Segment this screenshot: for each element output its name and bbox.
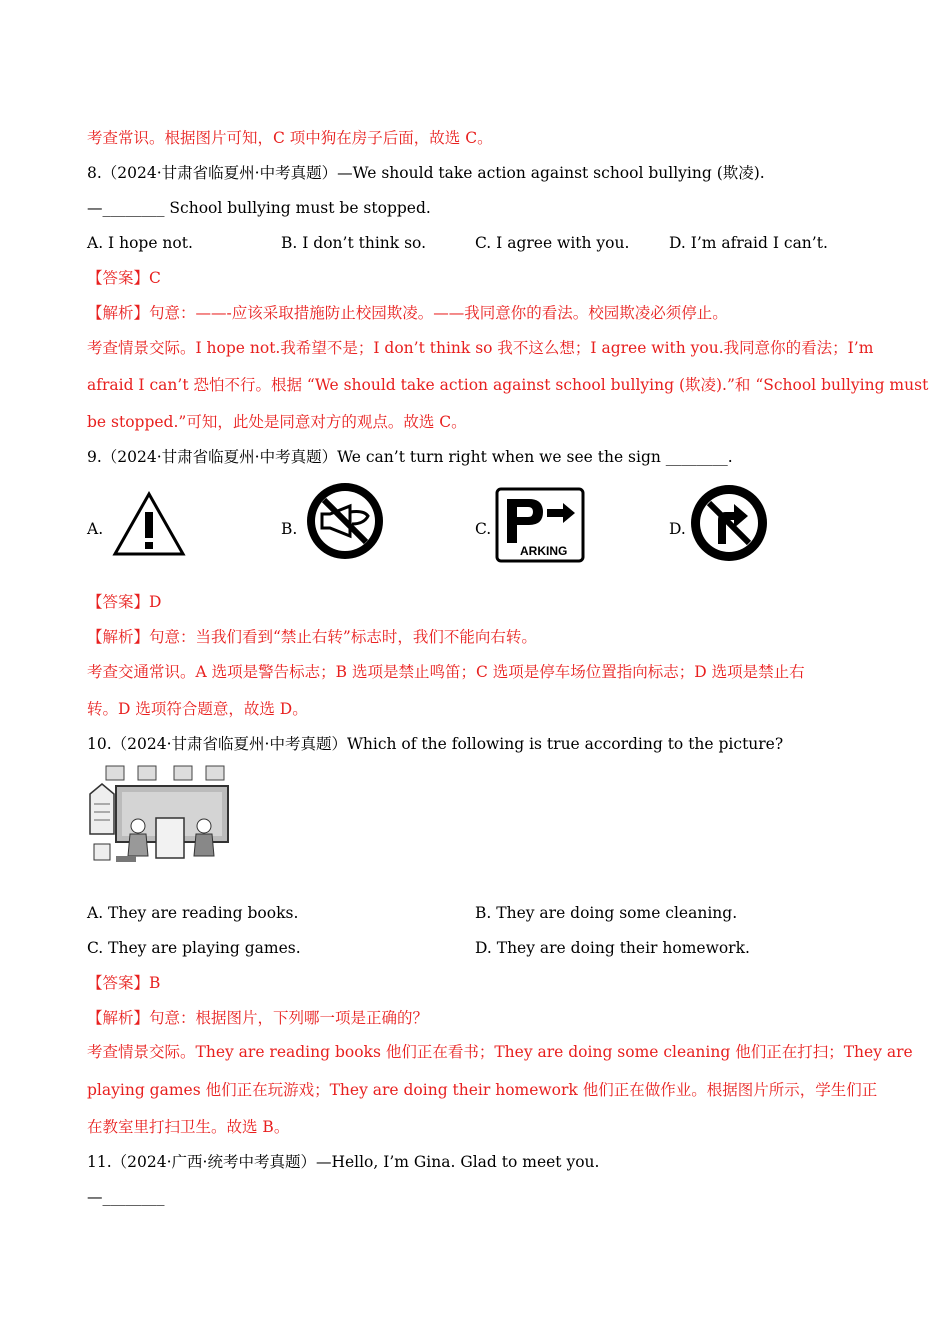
question-9-stem: 9.（2024·甘肃省临夏州·中考真题）We can’t turn right when we see the sign ________. (87, 448, 733, 466)
q10-answer: 【答案】B (87, 974, 161, 992)
q9-analysis-2: 考查交通常识。A 选项是警告标志；B 选项是禁止鸣笛；C 选项是停车场位置指向标志；D 选项是禁止右 (87, 663, 805, 681)
question-10-stem: 10.（2024·甘肃省临夏州·中考真题）Which of the following is true according to the picture? (87, 735, 784, 753)
q10-option-c: C. They are playing games. (87, 939, 301, 957)
question-11-reply: —________ (87, 1188, 165, 1206)
q9-option-a-label: A. (87, 520, 104, 538)
warning-sign-icon (112, 490, 186, 562)
q9-option-c-label: C. (475, 520, 492, 538)
svg-text:ARKING: ARKING (520, 544, 568, 558)
q8-option-c: C. I agree with you. (475, 234, 630, 252)
no-right-turn-sign-icon (688, 482, 770, 568)
q8-analysis-1: 【解析】句意：——-应该采取措施防止校园欺凌。——我同意你的看法。校园欺凌必须停止。 (87, 304, 728, 322)
parking-direction-sign-icon (495, 487, 585, 567)
q9-analysis-1: 【解析】句意：当我们看到“禁止右转”标志时，我们不能向右转。 (87, 628, 537, 646)
q8-analysis-3: afraid I can’t 恐怕不行。根据 “We should take action against school bullying (欺凌).”和 “School bullying must (87, 376, 929, 394)
q8-option-a: A. I hope not. (87, 234, 193, 252)
q8-option-b: B. I don’t think so. (281, 234, 427, 252)
question-8-stem: 8.（2024·甘肃省临夏州·中考真题）—We should take action against school bullying (欺凌). (87, 164, 765, 182)
analysis-line: 考查常识。根据图片可知，C 项中狗在房子后面，故选 C。 (87, 129, 493, 147)
classroom-cleaning-illustration (86, 764, 230, 864)
q10-option-a: A. They are reading books. (87, 904, 299, 922)
q10-analysis-4: 在教室里打扫卫生。故选 B。 (87, 1118, 290, 1136)
question-11-stem: 11.（2024·广西·统考中考真题）—Hello, I’m Gina. Glad to meet you. (87, 1153, 600, 1171)
question-8-reply: —________ School bullying must be stopped. (87, 199, 431, 217)
q8-analysis-4: be stopped.”可知，此处是同意对方的观点。故选 C。 (87, 413, 467, 431)
no-honking-sign-icon (302, 480, 388, 566)
q8-option-d: D. I’m afraid I can’t. (669, 234, 828, 252)
q9-option-b-label: B. (281, 520, 298, 538)
q10-option-d: D. They are doing their homework. (475, 939, 750, 957)
q10-analysis-3: playing games 他们正在玩游戏；They are doing their homework 他们正在做作业。根据图片所示，学生们正 (87, 1081, 878, 1099)
q8-answer: 【答案】C (87, 269, 161, 287)
q8-analysis-2: 考查情景交际。I hope not.我希望不是；I don’t think so 我不这么想；I agree with you.我同意你的看法；I’m (87, 339, 874, 357)
q9-answer: 【答案】D (87, 593, 162, 611)
q10-analysis-1: 【解析】句意：根据图片，下列哪一项是正确的？ (87, 1009, 429, 1027)
q10-option-b: B. They are doing some cleaning. (475, 904, 738, 922)
q9-option-d-label: D. (669, 520, 686, 538)
q9-analysis-3: 转。D 选项符合题意，故选 D。 (87, 700, 308, 718)
q10-analysis-2: 考查情景交际。They are reading books 他们正在看书；They are doing some cleaning 他们正在打扫；They are (87, 1043, 913, 1061)
